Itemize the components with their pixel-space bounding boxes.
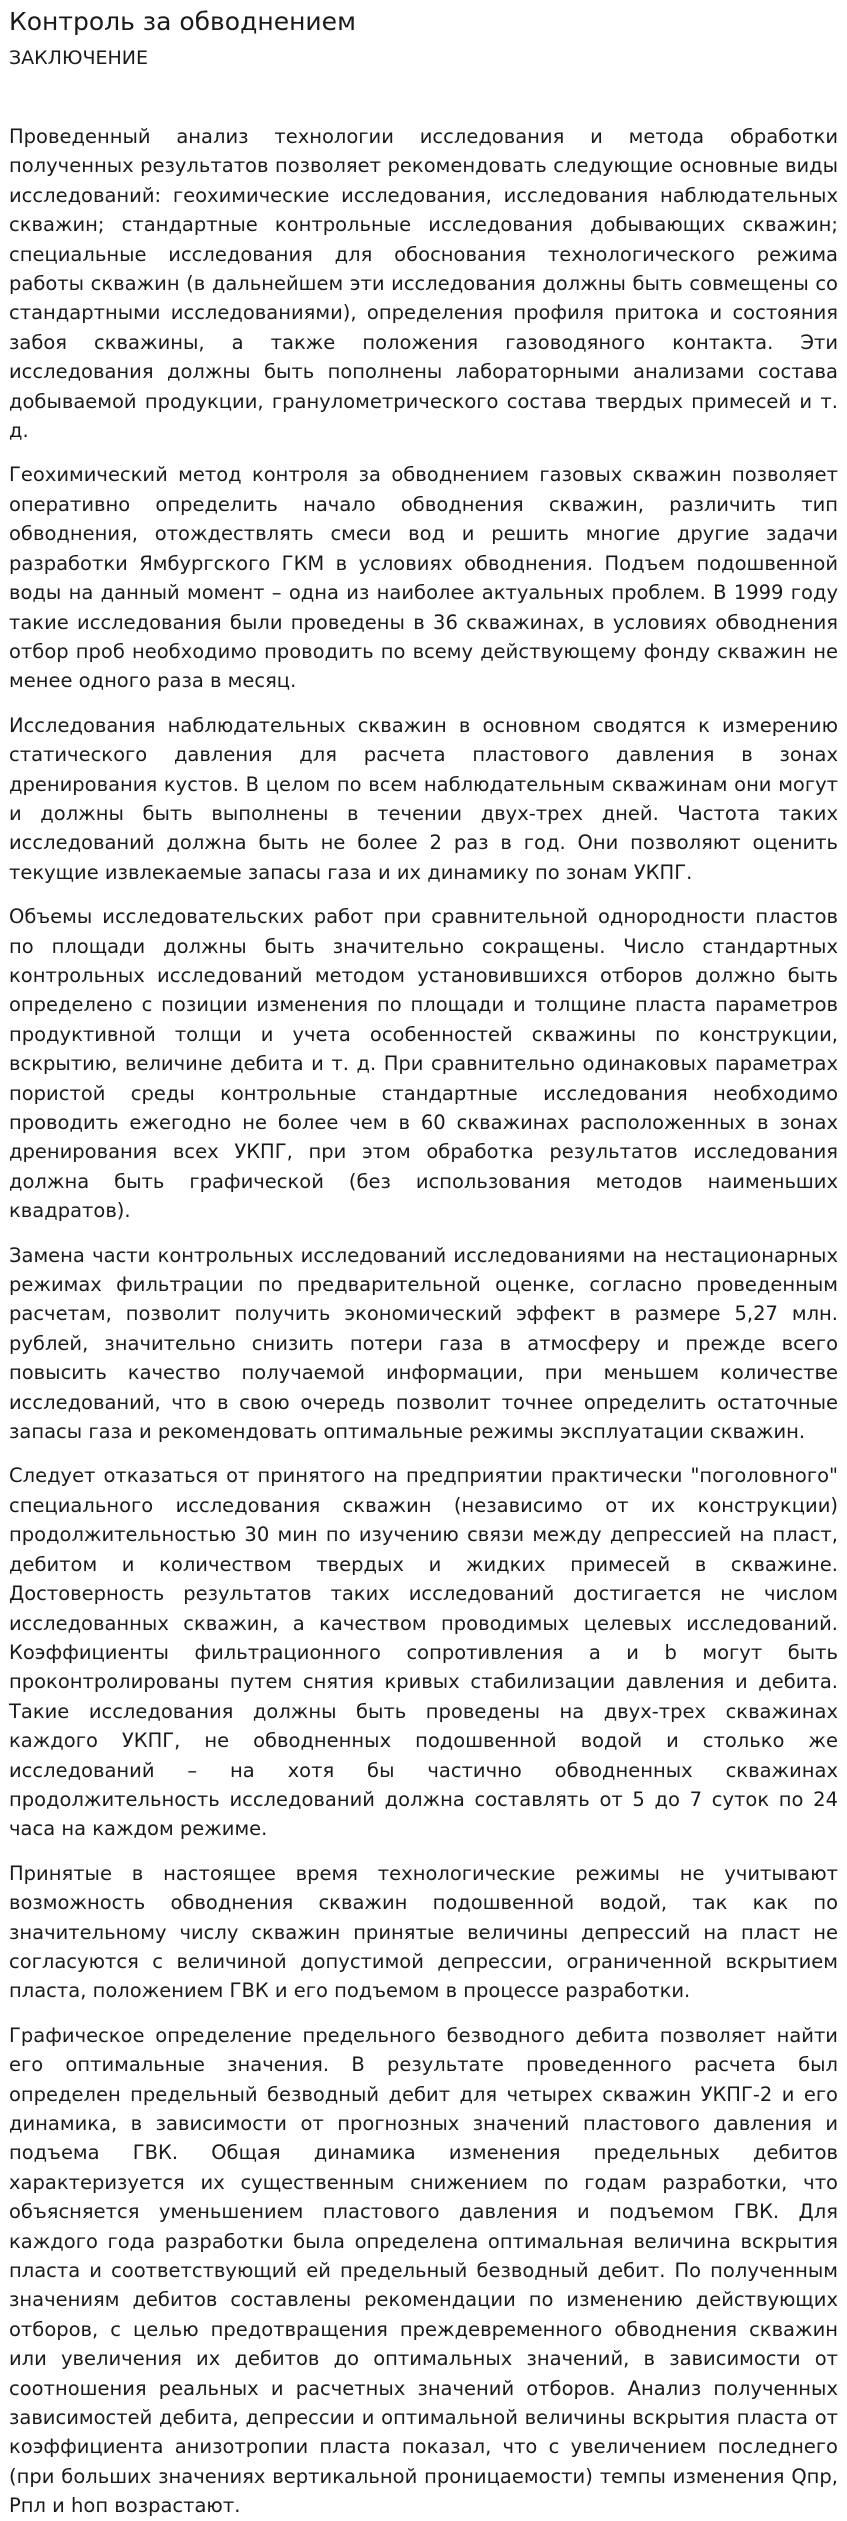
paragraph-2: Геохимический метод контроля за обводнением газовых скважин позволяет оперативно определить начало обводнения скважин, различить тип обводнения, отождествлять смеси вод и решить многие другие задачи разработки Ямбургского ГКМ в условиях обводнения. Подъем подошвенной воды на данный момент – одна из наиболее актуальных проблем. В 1999 году такие исследования были проведены в 36 скважинах, в условиях обводнения отбор проб необходимо проводить по всему действующему фонду скважин не менее одного раза в месяц. (9, 463, 838, 693)
paragraph-8: Графическое определение предельного безводного дебита позволяет найти его оптимальные значения. В результате проведенного расчета был определен предельный безводный дебит для четырех скважин УКПГ-2 и его динамика, в зависимости от прогнозных значений пластового давления и подъема ГВК. Общая динамика изменения предельных дебитов характеризуется их существенным снижением по годам разработки, что объясняется уменьшением пластового давления и подъемом ГВК. Для каждого года разработки была определена оптимальная величина вскрытия пласта и соответствующий ей предельный безводный дебит. По полученным значениям дебитов составлены рекомендации по изменению действующих отборов, с целью предотвращения преждевременного обводнения скважин или увеличения их дебитов до оптимальных значений, в зависимости от соотношения реальных и расчетных значений отборов. Анализ полученных зависимостей дебита, депрессии и оптимальной величины вскрытия пласта от коэффициента анизотропии пласта показал, что с увеличением последнего (при больших значениях вертикальной проницаемости) темпы изменения Qпр, Рпл и hоп возрастают. (9, 2023, 838, 2518)
paragraph-1: Проведенный анализ технологии исследования и метода обработки полученных результатов позволяет рекомендовать следующие основные виды исследований: геохимические исследования, исследования наблюдательных скважин; стандартные контрольные исследования добывающих скважин; специальные исследования для обоснования технологического режима работы скважин (в дальнейшем эти исследования должны быть совмещены со стандартными исследованиями), определения профиля притока и состояния забоя скважины, а также положения газоводяного контакта. Эти исследования должны быть пополнены лабораторными анализами состава добываемой продукции, гранулометрического состава твердых примесей и т. д. (9, 125, 838, 443)
paragraph-7: Принятые в настоящее время технологические режимы не учитывают возможность обводнения скважин подошвенной водой, так как по значительному числу скважин принятые величины депрессий на пласт не согласуются с величиной допустимой депрессии, ограниченной вскрытием пласта, положением ГВК и его подъемом в процессе разработки. (9, 1861, 838, 2003)
section-heading: ЗАКЛЮЧЕНИЕ (9, 47, 149, 69)
document-title: Контроль за обводнением (9, 7, 356, 36)
paragraph-3: Исследования наблюдательных скважин в основном сводятся к измерению статического давления для расчета пластового давления в зонах дренирования кустов. В целом по всем наблюдательным скважинам они могут и должны быть выполнены в течении двух-трех дней. Частота таких исследований должна быть не более 2 раз в год. Они позволяют оценить текущие извлекаемые запасы газа и их динамику по зонам УКПГ. (9, 713, 838, 884)
paragraph-6: Следует отказаться от принятого на предприятии практически "поголовного" специального исследования скважин (независимо от их конструкции) продолжительностью 30 мин по изучению связи между депрессией на пласт, дебитом и количеством твердых и жидких примесей в скважине. Достоверность результатов таких исследований достигается не числом исследованных скважин, а качеством проводимых целевых исследований. Коэффициенты фильтрационного сопротивления a и b могут быть проконтролированы путем снятия кривых стабилизации давления и дебита. Такие исследования должны быть проведены на двух-трех скважинах каждого УКПГ, не обводненных подошвенной водой и столько же исследований – на хотя бы частично обводненных скважинах продолжительность исследований должна составлять от 5 до 7 суток по 24 часа на каждом режиме. (9, 1464, 838, 1841)
document-body (9, 122, 838, 2521)
paragraph-5: Замена части контрольных исследований исследованиями на нестационарных режимах фильтрации по предварительной оценке, согласно проведенным расчетам, позволит получить экономический эффект в размере 5,27 млн. рублей, значительно снизить потери газа в атмосферу и прежде всего повысить качество получаемой информации, при меньшем количестве исследований, что в свою очередь позволит точнее определить остаточные запасы газа и рекомендовать оптимальные режимы эксплуатации скважин. (9, 1243, 838, 1444)
paragraph-4: Объемы исследовательских работ при сравнительной однородности пластов по площади должны быть значительно сокращены. Число стандартных контрольных исследований методом установившихся отборов должно быть определено с позиции изменения по площади и толщине пласта параметров продуктивной толщи и учета особенностей скважины по конструкции, вскрытию, величине дебита и т. д. При сравнительно одинаковых параметрах пористой среды контрольные стандартные исследования необходимо проводить ежегодно не более чем в 60 скважинах расположенных в зонах дренирования всех УКПГ, при этом обработка результатов исследования должна быть графической (без использования методов наименьших квадратов). (9, 905, 838, 1223)
